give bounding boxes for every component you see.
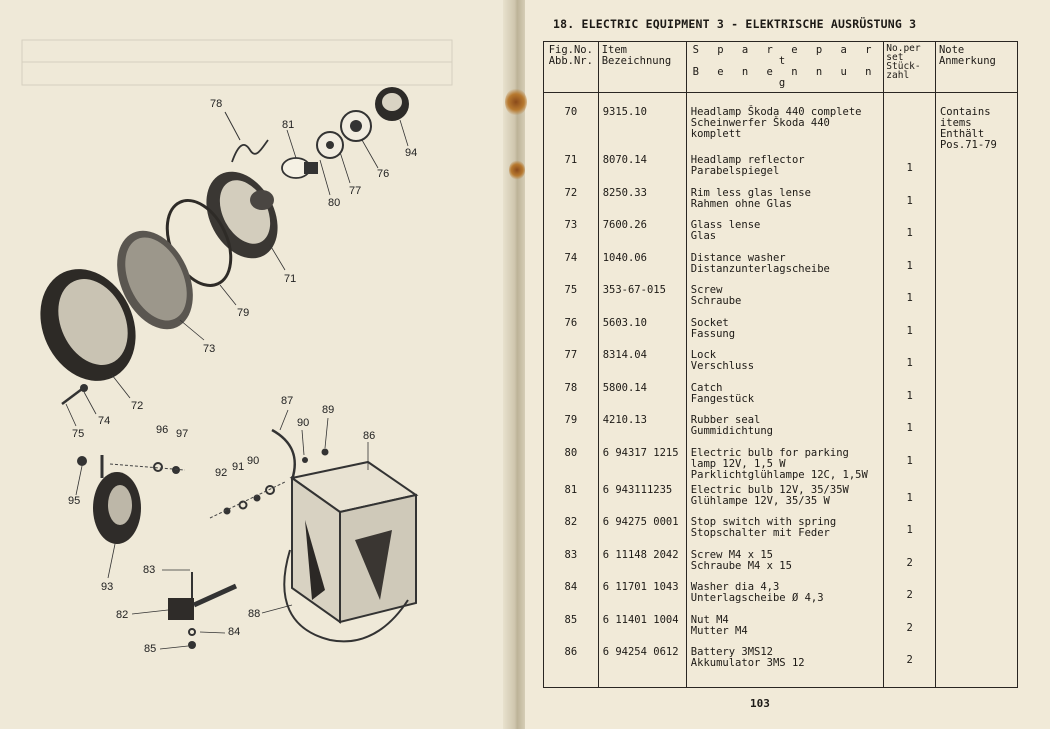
cell-note [935,481,1017,514]
cell-item-no: 1040.06 [598,249,686,282]
cell-note [935,546,1017,579]
table-row [544,151,1018,184]
cell-fig-no: 74 [544,249,599,282]
number-per-set-value: 2 [906,556,913,569]
callout-93: 93 [101,581,114,593]
cell-item-no: 6 943111235 [598,481,686,514]
cell-part-name [686,346,884,379]
cell-item-no: 5603.10 [598,314,686,347]
part-name-line: Rim less glas lense [690,186,811,199]
table-row [544,249,1018,282]
cell-note [935,281,1017,314]
cell-number-per-set [884,93,936,152]
cell-part-name [686,411,884,444]
cell-note [935,314,1017,347]
part-name-line: Glass lense [690,219,761,231]
cell-number-per-set [884,151,936,184]
column-header-number-per-set: No.per set Stück- zahl [884,42,936,93]
cell-note [935,513,1017,546]
cell-part-name [686,184,884,217]
number-per-set-value: 1 [906,227,913,239]
note-line: Pos.71-79 [939,139,997,151]
callout-90-b: 90 [247,455,260,467]
cell-note [935,611,1017,644]
cell-item-no: 6 94317 1215 [598,444,686,481]
cell-item-no: 9315.10 [598,93,686,152]
page-title: 18. ELECTRIC EQUIPMENT 3 - ELEKTRISCHE AUSRÜSTUNG 3 [553,17,917,31]
cell-item-no: 6 94275 0001 [598,513,686,546]
callout-72: 72 [131,400,144,412]
cell-number-per-set [884,513,936,546]
part-name-line: lamp 12V, 1,5 W [690,457,786,470]
part-name-line: Stop switch with spring [690,516,837,528]
number-per-set-value: 2 [906,621,913,634]
callout-78: 78 [210,98,223,110]
part-name-line: Headlamp reflector [690,154,805,166]
cell-fig-no: 81 [544,481,599,514]
cell-note [935,346,1017,379]
callout-92: 92 [215,467,228,479]
callout-96: 96 [156,424,169,436]
number-per-set-value: 1 [906,491,913,504]
callout-95: 95 [68,495,81,507]
cell-part-name [686,216,884,249]
table-row [544,346,1018,379]
table-row [544,513,1018,546]
part-name-line: Parabelspiegel [690,165,780,177]
cell-note [935,379,1017,412]
table-row [544,184,1018,217]
callout-80: 80 [328,197,341,209]
cell-fig-no: 76 [544,314,599,347]
cell-note [935,151,1017,184]
cell-item-no: 6 11148 2042 [598,546,686,579]
table-row [544,643,1018,688]
part-name-line: Catch [690,381,723,394]
callout-91: 91 [232,461,245,473]
part-name-line: Scheinwerfer Škoda 440 [690,117,830,129]
table-row [544,546,1018,579]
cell-number-per-set [884,281,936,314]
cell-number-per-set [884,184,936,217]
callout-88: 88 [248,608,261,620]
cell-note [935,411,1017,444]
cell-number-per-set [884,411,936,444]
table-row [544,379,1018,412]
cell-part-name [686,611,884,644]
cell-item-no: 7600.26 [598,216,686,249]
table-row [544,481,1018,514]
cell-part-name [686,643,884,688]
cell-item-no: 353-67-015 [598,281,686,314]
number-per-set-value: 1 [906,524,913,536]
cell-fig-no: 77 [544,346,599,379]
part-name-line: Electric bulb 12V, 35/35W [690,483,849,496]
number-per-set-value: 1 [906,422,913,434]
number-per-set-value: 1 [906,389,913,402]
part-name-line: Headlamp Škoda 440 complete [690,106,862,118]
cell-fig-no: 75 [544,281,599,314]
cell-part-name [686,481,884,514]
cell-number-per-set [884,379,936,412]
part-name-line: Distanzunterlagscheibe [690,262,830,275]
cell-fig-no: 86 [544,643,599,688]
callout-83: 83 [143,564,156,576]
part-name-line: Gummidichtung [690,425,773,437]
table-row [544,281,1018,314]
spare-parts-table [543,41,1018,688]
cell-part-name [686,546,884,579]
callout-76: 76 [377,168,390,180]
part-name-line: Mutter M4 [690,624,748,637]
table-row [544,314,1018,347]
cell-number-per-set [884,216,936,249]
cell-note [935,93,1017,152]
number-per-set-value: 1 [906,259,913,272]
part-name-line: Lock [690,349,717,361]
part-name-line: Distance washer [690,251,786,264]
left-page-diagram [0,0,515,729]
callout-87: 87 [281,395,294,407]
table-row [544,444,1018,481]
part-name-line: Battery 3MS12 [690,646,773,658]
cell-note [935,643,1017,688]
catch-part [232,140,268,162]
cell-part-name [686,281,884,314]
cell-fig-no: 84 [544,578,599,611]
cell-part-name [686,93,884,152]
cell-fig-no: 71 [544,151,599,184]
number-per-set-value: 1 [906,292,913,304]
part-name-line: Glühlampe 12V, 35/35 W [690,494,830,507]
cell-note [935,249,1017,282]
cell-fig-no: 78 [544,379,599,412]
column-header-spare-part: S p a r e p a r t B e n e n n u n g [686,42,884,93]
callout-94: 94 [405,147,418,159]
cell-number-per-set [884,481,936,514]
cell-part-name [686,444,884,481]
part-name-line: Verschluss [690,360,755,372]
part-name-line: Stopschalter mit Feder [690,527,830,539]
cell-number-per-set [884,643,936,688]
table-row [544,611,1018,644]
cell-part-name [686,578,884,611]
callout-81: 81 [282,119,295,131]
cell-number-per-set [884,578,936,611]
note-line: items [939,117,972,129]
cell-item-no: 8314.04 [598,346,686,379]
table-row [544,216,1018,249]
part-name-line: Schraube M4 x 15 [690,559,792,572]
cell-number-per-set [884,249,936,282]
cell-part-name [686,379,884,412]
note-line: Contains [939,106,991,118]
table-row [544,411,1018,444]
note-line: Enthält [939,128,985,140]
callout-85: 85 [144,643,157,655]
cell-item-no: 6 94254 0612 [598,643,686,688]
callout-75: 75 [72,428,85,440]
page-number: 103 [750,697,770,710]
cell-item-no: 8250.33 [598,184,686,217]
part-name-line: komplett [690,128,742,140]
paper-stain [505,88,527,116]
stop-switch-part [168,572,236,649]
part-name-line: Electric bulb for parking [690,446,849,459]
part-name-line: Fangestück [690,392,755,405]
callout-82: 82 [116,609,129,621]
cell-part-name [686,249,884,282]
part-name-line: Glas [690,230,717,242]
part-name-line: Screw M4 x 15 [690,548,773,561]
part-name-line: Unterlagscheibe Ø 4,3 [690,592,824,604]
part-name-line: Fassung [690,327,736,340]
column-header-note: Note Anmerkung [935,42,1017,93]
cell-fig-no: 72 [544,184,599,217]
battery-part [292,462,416,622]
callout-84: 84 [228,626,241,638]
paper-stain [509,160,525,180]
cell-fig-no: 70 [544,93,599,152]
part-name-line: Akkumulator 3MS 12 [690,657,805,669]
part-name-line: Washer dia 4,3 [690,581,780,593]
number-per-set-value: 2 [906,654,913,666]
callout-74: 74 [98,415,111,427]
cell-item-no: 8070.14 [598,151,686,184]
part-name-line: Parklichtglühlampe 12C, 1,5W [690,468,868,481]
cell-number-per-set [884,444,936,481]
table-row [544,578,1018,611]
part-name-line: Rahmen ohne Glas [690,197,792,210]
number-per-set-value: 1 [906,162,913,174]
cell-fig-no: 82 [544,513,599,546]
cell-item-no: 5800.14 [598,379,686,412]
column-header-fig: Fig.No. Abb.Nr. [544,42,599,93]
callout-89: 89 [322,404,335,416]
callout-86: 86 [363,430,376,442]
callout-77: 77 [349,185,362,197]
cell-number-per-set [884,346,936,379]
cell-part-name [686,314,884,347]
column-header-item: Item Bezeichnung [598,42,686,93]
cell-part-name [686,151,884,184]
part-name-line: Socket [690,316,729,329]
callout-79: 79 [237,307,250,319]
cell-note [935,444,1017,481]
number-per-set-value: 1 [906,357,913,369]
cell-note [935,216,1017,249]
cell-part-name [686,513,884,546]
table-header-row [544,42,1018,93]
part-name-line: Screw [690,284,723,296]
cell-item-no: 6 11701 1043 [598,578,686,611]
number-per-set-value: 1 [906,454,913,467]
callout-71: 71 [284,273,297,285]
part-name-line: Rubber seal [690,414,761,426]
number-per-set-value [888,107,931,115]
cell-number-per-set [884,611,936,644]
number-per-set-value: 2 [906,589,913,601]
number-per-set-value: 1 [906,324,913,337]
number-per-set-value: 1 [906,194,913,207]
callout-97: 97 [176,428,189,440]
callout-90-a: 90 [297,417,310,429]
cell-number-per-set [884,546,936,579]
part-name-line: Nut M4 [690,613,729,626]
part-name-line: Schraube [690,295,742,307]
cell-fig-no: 73 [544,216,599,249]
cell-number-per-set [884,314,936,347]
cell-note [935,578,1017,611]
cell-fig-no: 83 [544,546,599,579]
cell-fig-no: 80 [544,444,599,481]
table-row [544,93,1018,152]
cell-fig-no: 85 [544,611,599,644]
cell-item-no: 6 11401 1004 [598,611,686,644]
callout-73: 73 [203,343,216,355]
cell-fig-no: 79 [544,411,599,444]
cell-item-no: 4210.13 [598,411,686,444]
cell-note [935,184,1017,217]
